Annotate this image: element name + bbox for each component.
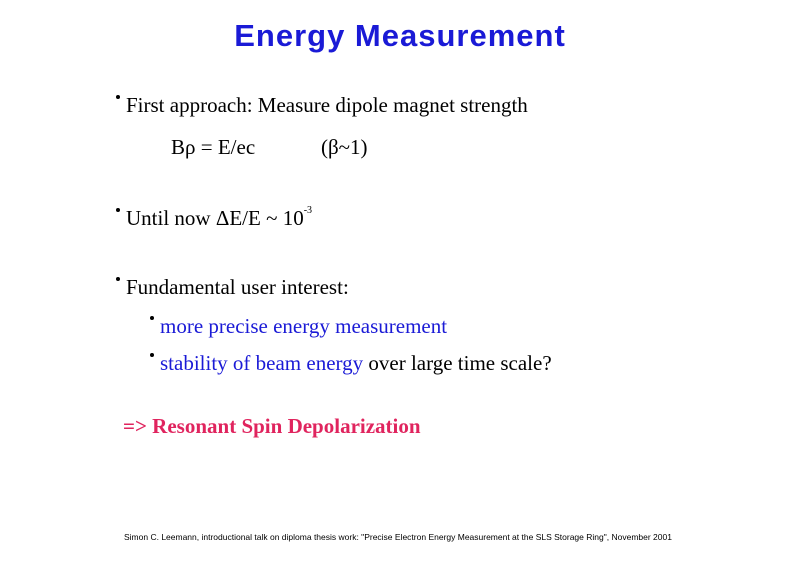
formula-line (171, 135, 255, 160)
bullet-first-approach (116, 93, 528, 118)
bullet-dot-icon (150, 316, 154, 320)
bullet-dot-icon (150, 353, 154, 357)
footer-citation: Simon C. Leemann, introductional talk on diploma thesis work: "Precise Electron Energy Measurement at the SLS Storage Ring", November 2001 (124, 532, 672, 542)
sub-bullet-text: more precise energy measurement (160, 314, 448, 338)
slide-title: Energy Measurement (234, 18, 566, 53)
bullet-until-now (116, 206, 312, 231)
bullet-text: Fundamental user interest: (126, 275, 349, 299)
bullet-dot-icon (116, 95, 120, 99)
sub-bullet-stability (150, 351, 552, 376)
sub-bullet-precise (150, 314, 447, 339)
bullet-dot-icon (116, 208, 120, 212)
bullet-text: First approach: Measure dipole magnet strength (126, 93, 528, 117)
bullet-text: Until now ΔE/E ~ 10 (126, 206, 304, 230)
conclusion: => Resonant Spin Depolarization (123, 414, 421, 438)
bullet-fundamental (116, 275, 349, 300)
formula: Bρ = E/ec (171, 135, 256, 159)
sub-bullet-text: over large time scale? (368, 351, 552, 375)
formula-note: (β~1) (321, 135, 368, 159)
sub-bullet-highlight: stability of beam energy (160, 351, 364, 375)
exponent: -3 (303, 205, 313, 216)
formula-note-line (321, 135, 368, 160)
bullet-dot-icon (116, 277, 120, 281)
